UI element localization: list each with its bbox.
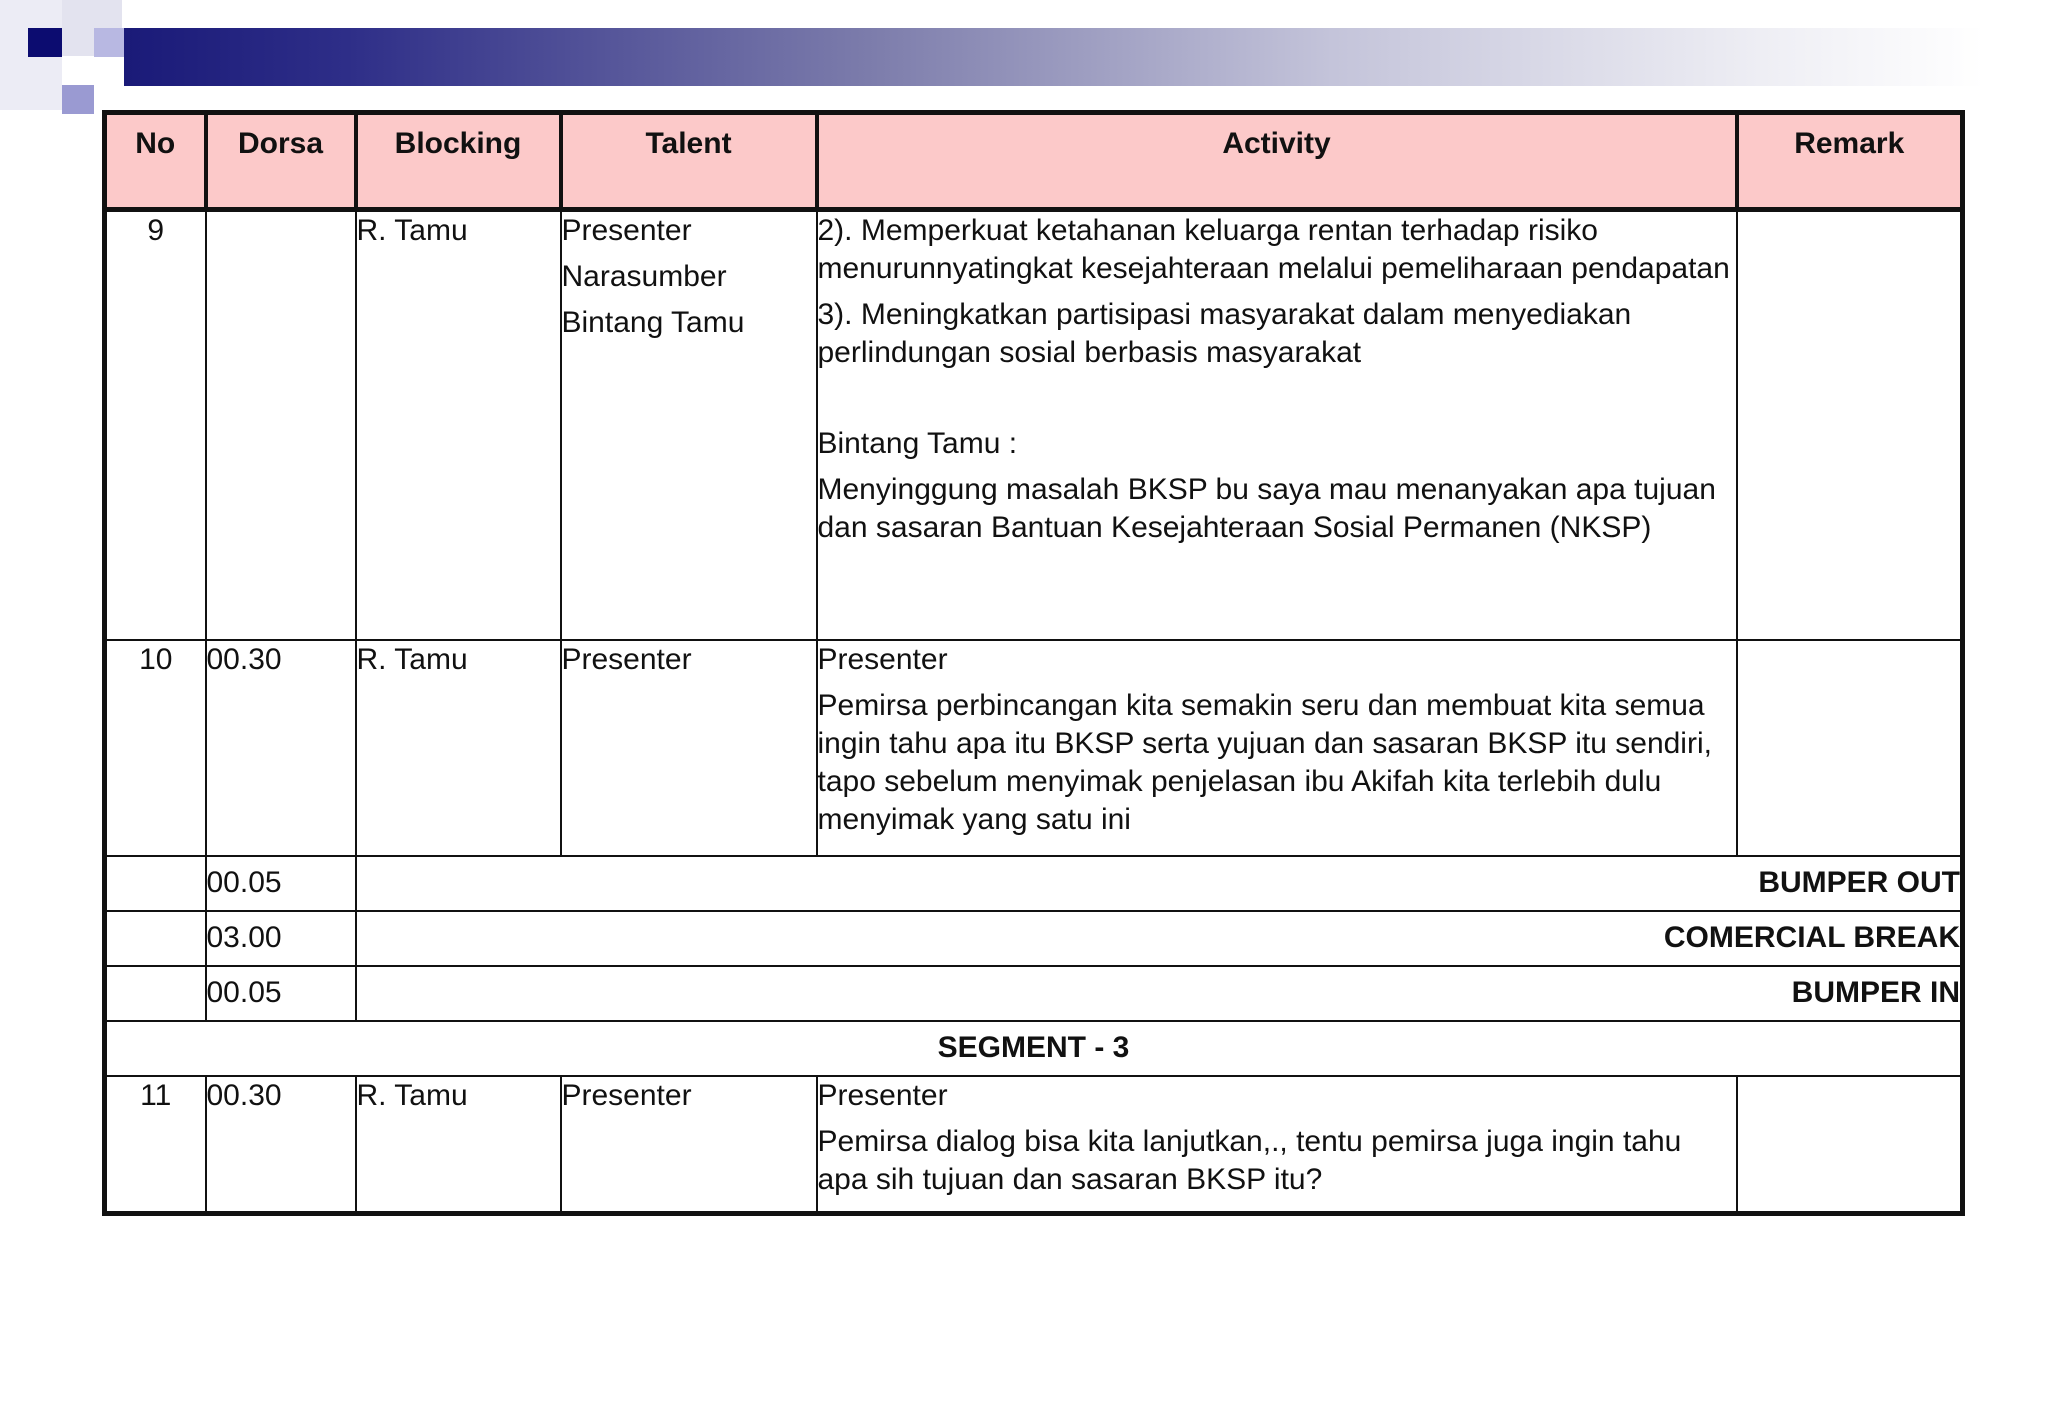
cell-no: 11 xyxy=(105,1076,206,1214)
activity-paragraph: 2). Memperkuat ketahanan keluarga rentan terhadap risiko menurunnyatingkat kesejahteraan melalui pemeliharaan pendapatan xyxy=(817,214,1730,285)
break-label: COMERCIAL BREAK xyxy=(356,911,1963,966)
cell-remark xyxy=(1737,1076,1963,1214)
talent-line: Bintang Tamu xyxy=(561,306,745,339)
cell-remark xyxy=(1737,210,1963,640)
cell-dorsa: 00.30 xyxy=(206,1076,356,1214)
talent-line: Presenter xyxy=(561,214,692,247)
activity-paragraph: Presenter xyxy=(817,642,948,676)
break-label: BUMPER OUT xyxy=(356,856,1963,911)
break-row xyxy=(105,911,1963,966)
cell-talent xyxy=(561,210,817,640)
cell-dorsa: 03.00 xyxy=(206,911,356,966)
cell-no xyxy=(105,966,206,1021)
table-row xyxy=(105,1076,1963,1214)
activity-paragraph: Pemirsa perbincangan kita semakin seru dan membuat kita semua ingin tahu apa itu BKSP serta yujuan dan sasaran BKSP itu sendiri, tapo sebelum menyimak penjelasan ibu Akifah kita terlebih dulu menyimak yang satu ini xyxy=(817,688,1712,836)
decor-square xyxy=(62,85,94,114)
cell-activity xyxy=(817,1076,1737,1214)
cell-blocking: R. Tamu xyxy=(356,210,561,640)
cell-no xyxy=(105,911,206,966)
cell-talent: Presenter xyxy=(561,640,817,856)
cell-no xyxy=(105,856,206,911)
activity-paragraph: Pemirsa dialog bisa kita lanjutkan,., tentu pemirsa juga ingin tahu apa sih tujuan dan sasaran BKSP itu? xyxy=(817,1124,1682,1196)
cell-dorsa: 00.05 xyxy=(206,856,356,911)
header-gradient-band xyxy=(124,28,1984,86)
header-row xyxy=(105,113,1963,210)
decor-square xyxy=(94,28,124,57)
cell-dorsa: 00.30 xyxy=(206,640,356,856)
break-row xyxy=(105,856,1963,911)
rundown-table xyxy=(102,110,1965,1216)
activity-paragraph: Bintang Tamu : xyxy=(817,427,1018,460)
table-row xyxy=(105,210,1963,640)
segment-row xyxy=(105,1021,1963,1076)
col-header-activity: Activity xyxy=(817,113,1737,210)
break-label: BUMPER IN xyxy=(356,966,1963,1021)
break-row xyxy=(105,966,1963,1021)
cell-remark xyxy=(1737,640,1963,856)
cell-no: 9 xyxy=(105,210,206,640)
col-header-remark: Remark xyxy=(1737,113,1963,210)
decor-square xyxy=(28,28,62,57)
col-header-no: No xyxy=(105,113,206,210)
cell-dorsa xyxy=(206,210,356,640)
talent-line: Narasumber xyxy=(561,260,727,293)
table-row xyxy=(105,640,1963,856)
segment-title: SEGMENT - 3 xyxy=(105,1021,1963,1076)
cell-activity xyxy=(817,210,1737,640)
cell-blocking: R. Tamu xyxy=(356,640,561,856)
cell-talent: Presenter xyxy=(561,1076,817,1214)
col-header-blocking: Blocking xyxy=(356,113,561,210)
decor-square xyxy=(62,57,94,85)
cell-dorsa: 00.05 xyxy=(206,966,356,1021)
cell-activity xyxy=(817,640,1737,856)
cell-no: 10 xyxy=(105,640,206,856)
activity-paragraph: 3). Meningkatkan partisipasi masyarakat dalam menyediakan perlindungan sosial berbasis masyarakat xyxy=(817,298,1632,369)
activity-spacer xyxy=(818,380,1736,425)
col-header-talent: Talent xyxy=(561,113,817,210)
activity-paragraph: Presenter xyxy=(817,1078,948,1112)
col-header-dorsa: Dorsa xyxy=(206,113,356,210)
activity-paragraph: Menyinggung masalah BKSP bu saya mau menanyakan apa tujuan dan sasaran Bantuan Kesejahteraan Sosial Permanen (NKSP) xyxy=(817,473,1716,544)
cell-blocking: R. Tamu xyxy=(356,1076,561,1214)
